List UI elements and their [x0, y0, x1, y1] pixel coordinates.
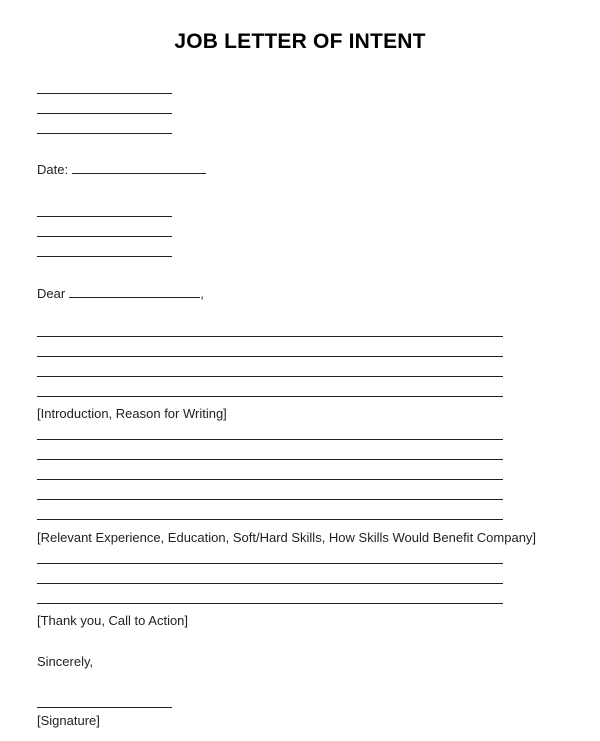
date-field[interactable]: [72, 163, 206, 174]
sender-address-line[interactable]: [37, 93, 172, 94]
date-label: Date:: [37, 162, 69, 177]
dear-label: Dear: [37, 286, 66, 301]
body-line[interactable]: [37, 336, 503, 337]
body-line[interactable]: [37, 376, 503, 377]
body-line[interactable]: [37, 499, 503, 500]
salutation-line: [37, 286, 204, 301]
sender-address-line[interactable]: [37, 113, 172, 114]
body-line[interactable]: [37, 439, 503, 440]
salutation-comma: ,: [200, 286, 204, 301]
signature-line[interactable]: [37, 707, 172, 708]
body-line[interactable]: [37, 519, 503, 520]
sign-off: Sincerely,: [37, 654, 94, 669]
body-line[interactable]: [37, 479, 503, 480]
recipient-address-line[interactable]: [37, 256, 172, 257]
recipient-address-line[interactable]: [37, 216, 172, 217]
introduction-placeholder: [Introduction, Reason for Writing]: [37, 406, 227, 421]
recipient-name-field[interactable]: [69, 287, 200, 298]
signature-label: [Signature]: [37, 713, 100, 728]
experience-placeholder: [Relevant Experience, Education, Soft/Hard Skills, How Skills Would Benefit Company]: [37, 530, 537, 545]
date-line: [37, 162, 206, 177]
body-line[interactable]: [37, 603, 503, 604]
body-line[interactable]: [37, 396, 503, 397]
body-line[interactable]: [37, 356, 503, 357]
body-line[interactable]: [37, 563, 503, 564]
body-line[interactable]: [37, 459, 503, 460]
document-title: JOB LETTER OF INTENT: [174, 30, 426, 53]
sender-address-line[interactable]: [37, 133, 172, 134]
recipient-address-line[interactable]: [37, 236, 172, 237]
body-line[interactable]: [37, 583, 503, 584]
closing-placeholder: [Thank you, Call to Action]: [37, 613, 189, 628]
